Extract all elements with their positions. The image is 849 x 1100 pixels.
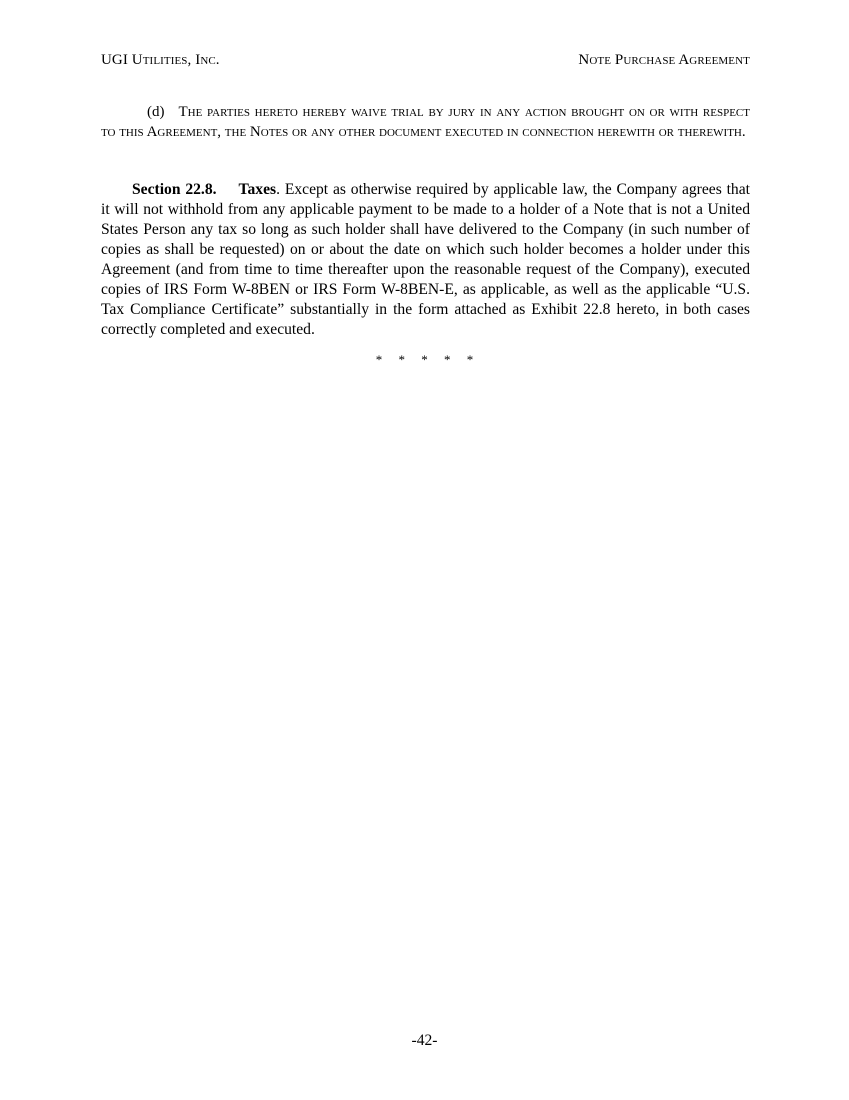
header-document-title: Note Purchase Agreement — [578, 52, 750, 68]
section-title-punctuation: . — [276, 181, 280, 198]
paragraph-label: (d) — [147, 104, 165, 120]
section-body: Except as otherwise required by applicable law, the Company agrees that it will not withhold from any applicable payment to be made to a holder of a Note that is not a United States Person any tax so long as such holder shall have delivered to the Company (in such number of copies as shall be requested) on or about the date on which such holder becomes a holder under this Agreement (and from time to time thereafter upon the reasonable request of the Company), executed copies of IRS Form W-8BEN or IRS Form W-8BEN-E, as applicable, as well as the applicable “U.S. Tax Compliance Certificate” substantially in the form attached as Exhibit 22.8 hereto, in both cases correctly completed and executed. — [101, 181, 750, 338]
end-separator: * * * * * — [375, 352, 474, 367]
page-number: -42- — [411, 1032, 438, 1049]
jury-waiver-text: The parties hereto hereby waive trial by jury in any action brought on or with respect to this Agreement, the Notes or any other document executed in connection herewith or therewith. — [101, 104, 750, 140]
header-company-name: UGI Utilities, Inc. — [101, 52, 220, 68]
section-title: Taxes — [238, 181, 277, 198]
section-22-8-paragraph — [101, 180, 750, 340]
section-number: Section 22.8. — [132, 181, 217, 198]
jury-waiver-paragraph — [101, 102, 750, 142]
